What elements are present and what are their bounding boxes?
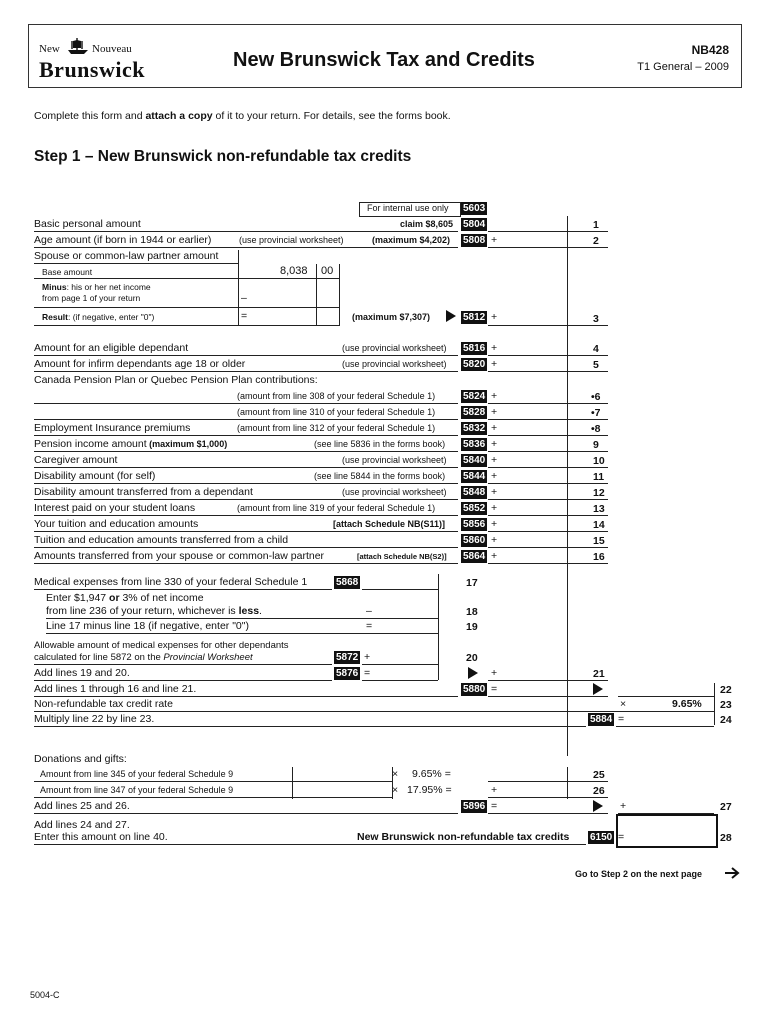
line10-field[interactable] bbox=[488, 454, 608, 467]
code-6150: 6150 bbox=[590, 832, 613, 843]
line16-field[interactable] bbox=[488, 550, 608, 563]
arrow-icon bbox=[593, 800, 603, 812]
line27-label: Add lines 25 and 26. bbox=[34, 800, 130, 812]
code-5896: 5896 bbox=[463, 801, 486, 812]
line19-label: Line 17 minus line 18 (if negative, enter "0") bbox=[46, 620, 249, 632]
form-title: New Brunswick Tax and Credits bbox=[233, 49, 535, 71]
code-5880: 5880 bbox=[463, 684, 486, 695]
line11-label: Disability amount (for self) bbox=[34, 470, 156, 482]
code-5820: 5820 bbox=[463, 359, 486, 370]
line21-label: Add lines 19 and 20. bbox=[34, 667, 130, 679]
line14-label: Your tuition and education amounts bbox=[34, 518, 199, 530]
line17-field[interactable] bbox=[362, 576, 438, 589]
internal-use-label: For internal use only bbox=[367, 203, 449, 213]
step1-heading: Step 1 – New Brunswick non-refundable tax credits bbox=[34, 148, 412, 165]
ship-icon bbox=[66, 37, 90, 55]
footer-code: 5004-C bbox=[30, 990, 60, 1000]
line4-field[interactable] bbox=[488, 342, 608, 355]
arrow-icon bbox=[593, 683, 603, 695]
arrow-icon bbox=[446, 310, 456, 322]
nb-credits-label: New Brunswick non-refundable tax credits bbox=[357, 831, 570, 843]
line13-field[interactable] bbox=[488, 502, 608, 515]
line28-field[interactable] bbox=[616, 814, 718, 848]
line22-label: Add lines 1 through 16 and line 21. bbox=[34, 683, 197, 695]
line1-field[interactable] bbox=[488, 218, 608, 231]
code-5848: 5848 bbox=[463, 487, 486, 498]
line16-label: Amounts transferred from your spouse or common-law partner bbox=[34, 550, 325, 562]
line25-field[interactable] bbox=[488, 767, 608, 780]
line11-field[interactable] bbox=[488, 470, 608, 483]
spouse-net-income-field[interactable] bbox=[241, 280, 339, 306]
line24-label: Multiply line 22 by line 23. bbox=[34, 713, 155, 725]
code-5860: 5860 bbox=[463, 535, 486, 546]
line26-field[interactable] bbox=[488, 783, 608, 796]
code-5832: 5832 bbox=[463, 423, 486, 434]
code-5816: 5816 bbox=[463, 343, 486, 354]
line12-label: Disability amount transferred from a dependant bbox=[34, 486, 253, 498]
base-amount-cents: 00 bbox=[321, 265, 334, 277]
code-5808: 5808 bbox=[463, 235, 486, 246]
rate-23: 9.65% bbox=[672, 698, 702, 710]
code-5876: 5876 bbox=[336, 668, 359, 679]
line8-field[interactable] bbox=[488, 422, 608, 435]
line9-label: Pension income amount (maximum $1,000) bbox=[34, 438, 228, 450]
line17-label: Medical expenses from line 330 of your federal Schedule 1 bbox=[34, 576, 308, 588]
code-5852: 5852 bbox=[463, 503, 486, 514]
tax-form-page: New Nouveau Brunswick New Brunswick Tax and Credits NB428 T1 General – 2009 Complete this form and attach a copy of it to your return. For details, see the forms book. Step 1 – New Brunswick non-refundable tax credits For internal use only 5603 Basic personal amount claim $8,605 5804 1 Age amount (if born in 1944 or earlier) (use provincial worksheet) (maximum $4,202) 5808 + 2 Spouse or common-law partner amount Base amount 8,038 00 Minus: his or her net income from page 1 of your return – Result: (if negative, enter "0") = (maximum $7,307) 5812 + 3 Amount for an eligible dependant (use provincial worksheet) 5816 + 4 Amount for infirm dependants age 18 or older (use provincial worksheet) 5820 + 5 Canada Pension Plan or Quebec Pension Plan contributions: (amount from line 308 of your federal Schedule 1) 5824 + •6 (amount from line 310 of your federal Schedule 1) 5828 + •7 Employment Insurance premiums (amount from line 312 of your federal Schedule 1) 5832 + •8 Pension income amount (maximum $1,000) (see line 5836 in the forms book) 5836 + 9 Caregiver amount (use provincial worksheet) 5840 + 10 Disability amount (for self) (see line 5844 in the forms book) 5844 + 11 Disability amount transferred from a dependant (use provincial worksheet) 5848 + 12 Interest paid on your student loans (amount from line 319 of your federal Schedule 1) 5852 + 13 Your tuition and education amounts [attach Schedule NB(S11)] 5856 + 14 Tuition and education amounts transferred from a child 5860 + 15 Amounts transferred from your spouse or common-law partner [attach Schedule NB(S2)] 5864 + 16 Medical expenses from line 330 of your federal Schedule 1 5868 17 Enter $1,947 or 3% of net income from line 236 of your return, whichever is less. – 18 Line 17 minus line 18 (if negative, enter "0") = 19 Allowable amount of medical expenses for other dependants calculated for line 5872 on the Provincial Worksheet 5872 + 20 Add lines 19 and 20. 5876 = + 21 Add lines 1 through 16 and line 21. 5880 = 22 Non-refundable tax credit rate × 9.65% 23 Multiply line 22 by line 23. 5884 = 24 Donations and gifts: Amount from line 345 of your federal Schedule 9 × 9.65% = 25 Amount from line 347 of your federal Schedule 9 × 17.95% = + 26 Add lines 25 and 26. 5896 = + 27 Add lines 24 and 27. Enter this amount on line 40. New Brunswick non-refundable tax credits 6150 = 28 Go to Step 2 on the next page 5004-C bbox=[28, 24, 742, 1004]
line26-amount-field[interactable] bbox=[293, 783, 392, 796]
line4-label: Amount for an eligible dependant bbox=[34, 342, 189, 354]
line5-label: Amount for infirm dependants age 18 or older bbox=[34, 358, 246, 370]
line25-amount-field[interactable] bbox=[293, 767, 392, 780]
line2-field[interactable] bbox=[488, 234, 608, 247]
code-5804: 5804 bbox=[463, 219, 486, 230]
code-5836: 5836 bbox=[463, 439, 486, 450]
code-5844: 5844 bbox=[463, 471, 486, 482]
logo-new: New bbox=[39, 43, 60, 55]
line19-field[interactable] bbox=[362, 620, 438, 633]
base-amount-dollars: 8,038 bbox=[280, 265, 308, 277]
line24-field[interactable] bbox=[616, 713, 714, 726]
line7-field[interactable] bbox=[488, 406, 608, 419]
line6-field[interactable] bbox=[488, 390, 608, 403]
code-5884: 5884 bbox=[590, 714, 613, 725]
line13-label: Interest paid on your student loans bbox=[34, 502, 196, 514]
code-5603: 5603 bbox=[463, 203, 486, 214]
form-header bbox=[28, 24, 742, 88]
logo-nouveau: Nouveau bbox=[92, 43, 132, 55]
line12-field[interactable] bbox=[488, 486, 608, 499]
line15-field[interactable] bbox=[488, 534, 608, 547]
line9-field[interactable] bbox=[488, 438, 608, 451]
intro-text: Complete this form and attach a copy of it to your return. For details, see the forms book. bbox=[34, 110, 451, 122]
line5-field[interactable] bbox=[488, 358, 608, 371]
line2-label: Age amount (if born in 1944 or earlier) bbox=[34, 234, 212, 246]
line15-label: Tuition and education amounts transferred from a child bbox=[34, 534, 289, 546]
code-5856: 5856 bbox=[463, 519, 486, 530]
logo-brunswick: Brunswick bbox=[39, 57, 145, 82]
code-5864: 5864 bbox=[463, 551, 486, 562]
line20-field[interactable] bbox=[362, 651, 438, 664]
line3-field[interactable] bbox=[488, 311, 608, 324]
code-5824: 5824 bbox=[463, 391, 486, 402]
line10-label: Caregiver amount bbox=[34, 454, 118, 466]
cpp-heading: Canada Pension Plan or Quebec Pension Plan contributions: bbox=[34, 374, 318, 386]
form-code: NB428 bbox=[691, 43, 729, 57]
line27-field[interactable] bbox=[618, 800, 714, 813]
line14-field[interactable] bbox=[488, 518, 608, 531]
line8-label: Employment Insurance premiums bbox=[34, 422, 191, 434]
line22-field[interactable] bbox=[618, 683, 714, 696]
arrow-right-icon bbox=[724, 866, 740, 880]
code-5812: 5812 bbox=[463, 312, 486, 323]
goto-step2: Go to Step 2 on the next page bbox=[575, 869, 703, 879]
arrow-icon bbox=[468, 667, 478, 679]
code-5868: 5868 bbox=[336, 577, 359, 588]
line1-label: Basic personal amount bbox=[34, 218, 141, 230]
code-5872: 5872 bbox=[336, 652, 359, 663]
line21-field[interactable] bbox=[488, 667, 608, 680]
line23-label: Non-refundable tax credit rate bbox=[34, 698, 173, 710]
donations-heading: Donations and gifts: bbox=[34, 753, 127, 765]
code-5828: 5828 bbox=[463, 407, 486, 418]
form-subtitle: T1 General – 2009 bbox=[637, 61, 729, 73]
line18-field[interactable] bbox=[362, 605, 438, 618]
code-5840: 5840 bbox=[463, 455, 486, 466]
spouse-heading: Spouse or common-law partner amount bbox=[34, 250, 219, 262]
